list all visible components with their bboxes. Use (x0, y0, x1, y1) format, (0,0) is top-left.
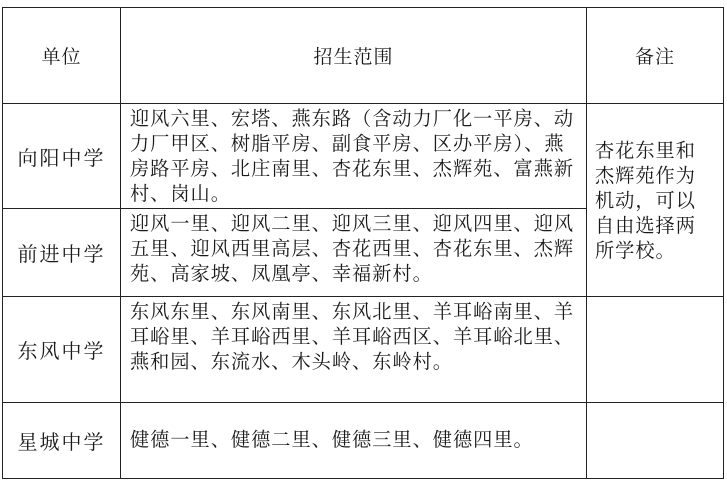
table-header-row (3, 8, 724, 104)
header-unit: 单位 (3, 8, 121, 104)
enrollment-range: 迎风一里、迎风二里、迎风三里、迎风四里、迎风五里、迎风西里高层、杏花西里、杏花东里、杰辉苑、高家坡、凤凰亭、幸福新村。 (121, 209, 587, 297)
enrollment-range: 东风东里、东风南里、东风北里、羊耳峪南里、羊耳峪里、羊耳峪西里、羊耳峪西区、羊耳峪北里、燕和园、东流水、木头岭、东岭村。 (121, 297, 587, 403)
school-name: 星城中学 (3, 403, 121, 479)
school-name: 向阳中学 (3, 104, 121, 209)
table-row (3, 104, 724, 209)
school-name: 东风中学 (3, 297, 121, 403)
enrollment-range: 健德一里、健德二里、健德三里、健德四里。 (121, 403, 587, 479)
note-cell: 杏花东里和杰辉苑作为机动，可以自由选择两所学校。 (587, 104, 724, 297)
note-cell-empty (587, 297, 724, 403)
table-row (3, 297, 724, 403)
header-range: 招生范围 (121, 8, 587, 104)
note-cell-empty (587, 403, 724, 479)
table-row (3, 403, 724, 479)
header-note: 备注 (587, 8, 724, 104)
enrollment-range: 迎风六里、宏塔、燕东路（含动力厂化一平房、动力厂甲区、树脂平房、副食平房、区办平房）、燕房路平房、北庄南里、杏花东里、杰辉苑、富燕新村、岗山。 (121, 104, 587, 209)
school-name: 前进中学 (3, 209, 121, 297)
enrollment-table (2, 7, 724, 479)
